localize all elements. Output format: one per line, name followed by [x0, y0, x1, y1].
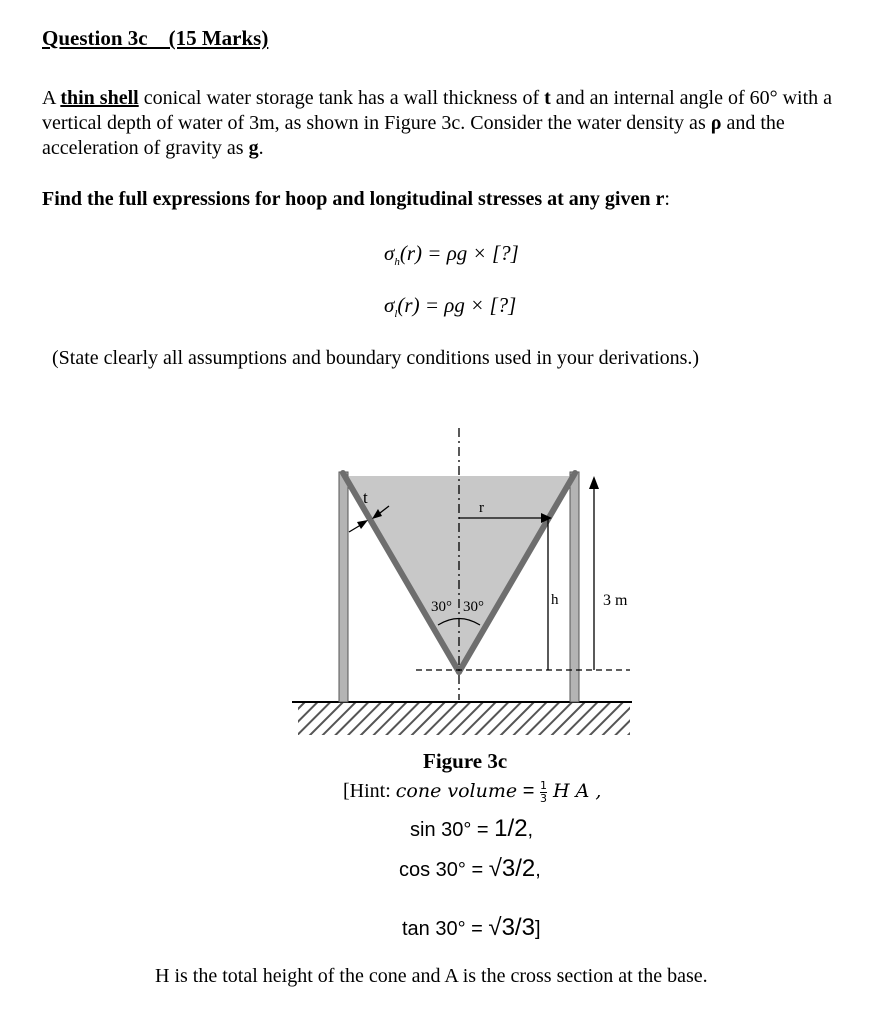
- hint-cos30: cos 30° = √3/2,: [399, 855, 541, 882]
- figure-caption: Figure 3c: [423, 749, 508, 773]
- hoop-stress-equation: $\sigma_h(r) = \rho g$ × [?]: [384, 241, 519, 269]
- longitudinal-stress-equation: $\sigma_l(r) = \rho g$ × [?]: [384, 293, 517, 321]
- thickness-label: t: [363, 488, 368, 507]
- hint-tan30: tan 30° = √3/3]: [402, 914, 541, 941]
- right-support-leg: [570, 472, 579, 702]
- problem-statement: A thin shell conical water storage tank has a wall thickness of t and an internal angle of 60° with a vertical depth of water of 3m, as shown in Figure 3c. Consider the water density as ρ and the acceleration of gravity as g.: [42, 87, 833, 159]
- left-support-leg: [339, 472, 348, 702]
- angle-left-label: 30°: [431, 599, 452, 615]
- height-label: h: [551, 592, 559, 608]
- ground-hatch: [298, 703, 630, 735]
- thin-shell-emphasis: thin shell: [60, 87, 139, 109]
- hint-cone-volume: [Hint: cone volume = $\frac{1}{3}$ H A ,: [343, 779, 602, 805]
- angle-right-label: 30°: [463, 599, 484, 615]
- footer-note: H is the total height of the cone and A is the cross section at the base.: [155, 965, 708, 987]
- depth-label: 3 m: [603, 592, 628, 609]
- task-prompt: Find the full expressions for hoop and longitudinal stresses at any given r:: [42, 188, 670, 210]
- radius-label: r: [479, 500, 484, 516]
- hint-sin30: sin 30° = 1/2,: [410, 815, 534, 842]
- depth-arrowhead: [589, 476, 599, 489]
- question-title: Question 3c (15 Marks): [42, 26, 269, 50]
- instructions-text: (State clearly all assumptions and boundary conditions used in your derivations.): [52, 347, 700, 369]
